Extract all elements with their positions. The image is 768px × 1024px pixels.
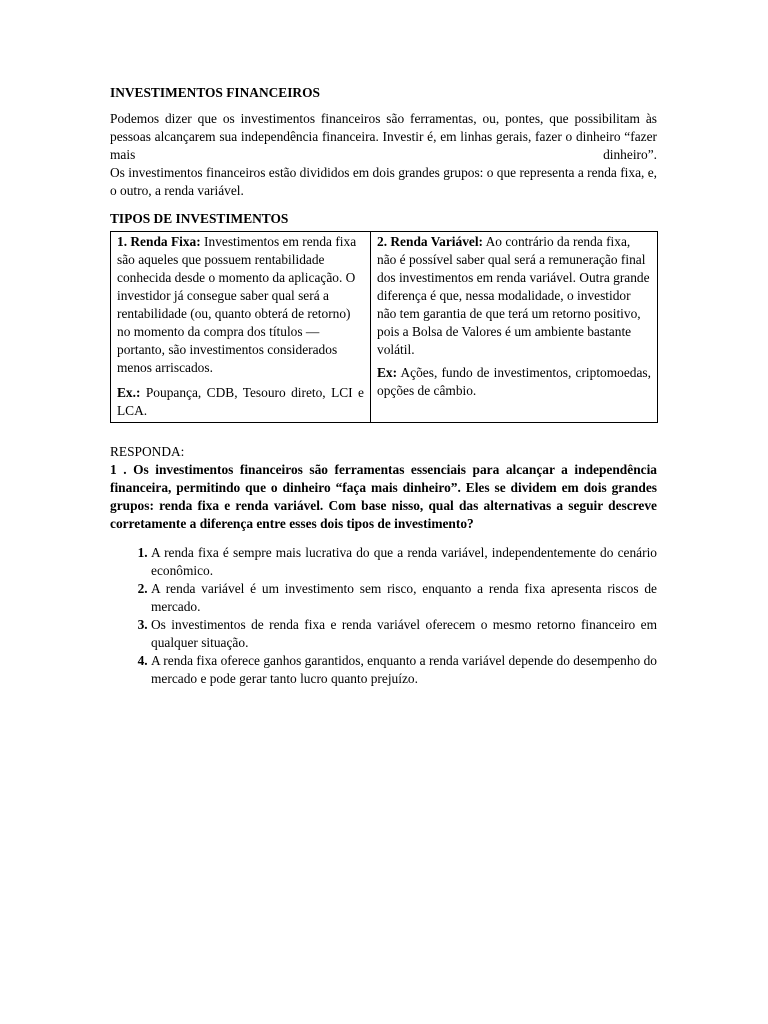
document-title: INVESTIMENTOS FINANCEIROS (110, 85, 320, 100)
variable-income-description (377, 233, 651, 359)
intro-paragraph-1: Podemos dizer que os investimentos financeiros são ferramentas, ou, pontes, que possibilitam às pessoas alcançarem sua independência financeira. Investir é, em linhas gerais, fazer o dinheiro “fazer mais dinheiro”. (110, 111, 657, 162)
investment-types-table (110, 231, 658, 423)
fixed-income-example (117, 384, 364, 420)
fixed-income-heading: 1. Renda Fixa: (117, 234, 201, 249)
variable-income-example-label: Ex: (377, 365, 398, 380)
list-item: 4. A renda fixa oferece ganhos garantidos, enquanto a renda variável depende do desempenho do mercado e pode gerar tanto lucro quanto prejuízo. (151, 652, 657, 688)
fixed-income-text: Investimentos em renda fixa são aqueles que possuem rentabilidade conhecida desde o momento da aplicação. O investidor já consegue saber qual será a rentabilidade (ou, quanto obterá de retorno) no momento da compra dos títulos — portanto, são investimentos considerados menos arriscados. (117, 234, 357, 375)
variable-income-heading: 2. Renda Variável: (377, 234, 484, 249)
section-subtitle: TIPOS DE INVESTIMENTOS (110, 211, 289, 226)
fixed-income-description (117, 233, 364, 377)
table-row (111, 232, 658, 423)
fixed-income-example-label: Ex.: (117, 385, 141, 400)
list-item: 2. A renda variável é um investimento sem risco, enquanto a renda fixa apresenta riscos de mercado. (151, 580, 657, 616)
fixed-income-cell (111, 232, 371, 423)
variable-income-example-text: Ações, fundo de investimentos, criptomoedas, opções de câmbio. (377, 365, 651, 398)
question-text: 1 . Os investimentos financeiros são ferramentas essenciais para alcançar a independência financeira, permitindo que o dinheiro “faça mais dinheiro”. Eles se dividem em dois grandes grupos: renda fixa e renda variável. Com base nisso, qual das alternativas a seguir descreve corretamente a diferença entre esses dois tipos de investimento? (110, 462, 657, 531)
list-item: 3. Os investimentos de renda fixa e renda variável oferecem o mesmo retorno financeiro em qualquer situação. (151, 616, 657, 652)
answer-options-list (110, 544, 657, 688)
variable-income-example (377, 364, 651, 400)
variable-income-cell (371, 232, 658, 423)
list-item: 1. A renda fixa é sempre mais lucrativa do que a renda variável, independentemente do cenário econômico. (151, 544, 657, 580)
respond-label: RESPONDA: (110, 444, 185, 459)
variable-income-text: Ao contrário da renda fixa, não é possível saber qual será a remuneração final dos investimentos em renda variável. Outra grande diferença é que, nessa modalidade, o investidor não tem garantia de que terá um retorno positivo, pois a Bolsa de Valores é um ambiente bastante volátil. (377, 234, 650, 357)
document-page (110, 84, 657, 688)
intro-paragraph-2: Os investimentos financeiros estão divididos em dois grandes grupos: o que representa a renda fixa, e, o outro, a renda variável. (110, 165, 658, 198)
fixed-income-example-text: Poupança, CDB, Tesouro direto, LCI e LCA. (117, 385, 364, 418)
